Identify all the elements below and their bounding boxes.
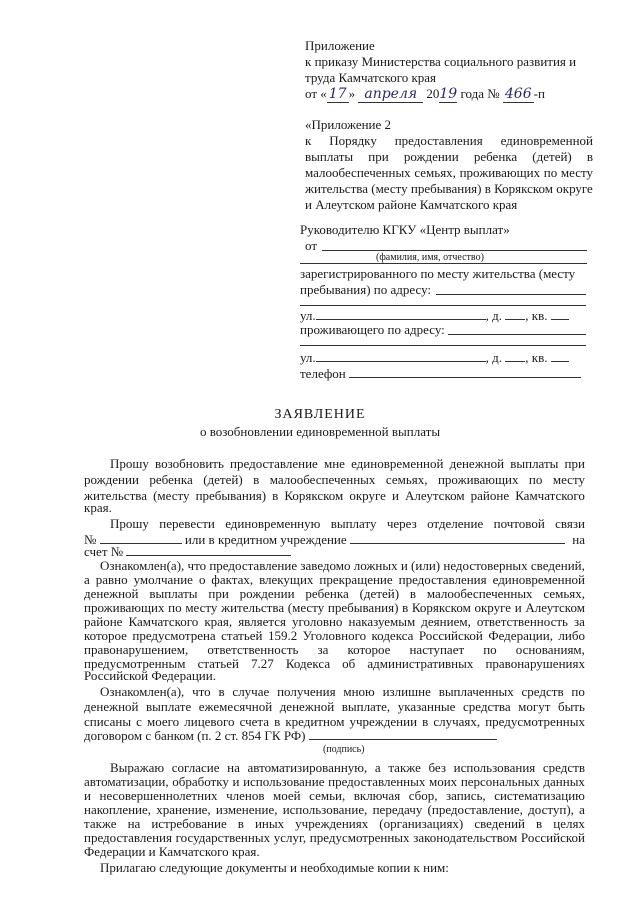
- word: Российской: [520, 830, 585, 845]
- word: выплаты: [305, 149, 354, 164]
- word: малообеспеченных: [269, 472, 376, 487]
- word: Ознакомлен(а),: [100, 684, 185, 699]
- fio-field-line-2: [300, 263, 587, 264]
- word: фактах,: [211, 572, 254, 587]
- order-number: 466: [504, 86, 532, 102]
- word: Камчатского: [515, 488, 585, 503]
- appendix2-line-5: и Алеутском районе Камчатского края: [305, 197, 518, 212]
- street-label: ул.: [300, 308, 316, 323]
- word: согласие: [171, 760, 220, 775]
- p5-line-3: [84, 788, 585, 803]
- p1-line-1: [110, 456, 585, 471]
- bank-label: или в кредитном учреждение: [184, 532, 347, 547]
- word: с: [136, 714, 142, 729]
- registered-line-1: зарегистрированного по месту жительства (месту: [300, 266, 576, 281]
- word: проживающих: [84, 600, 165, 615]
- word: жительства: [221, 600, 285, 615]
- house-field: [505, 350, 525, 362]
- word: Прошу: [110, 456, 149, 471]
- p4-line-2: [84, 699, 585, 714]
- house-label: , д.: [485, 350, 503, 365]
- word: предоставления: [84, 830, 172, 845]
- word: уголовно: [292, 614, 343, 629]
- word: законодательством: [413, 830, 518, 845]
- word: (предоставление,: [427, 802, 523, 817]
- word: включая: [353, 788, 401, 803]
- date-year-prefix: 20: [426, 86, 440, 101]
- word: также: [388, 760, 421, 775]
- street-row: [300, 308, 587, 323]
- date-after-year: года №: [460, 86, 500, 101]
- word: запись,: [446, 788, 486, 803]
- word: использование,: [282, 802, 368, 817]
- appendix2-line-1: [305, 133, 593, 148]
- word: выплату: [330, 516, 377, 531]
- word: 7.27: [251, 656, 274, 671]
- word: проживающих: [459, 165, 541, 180]
- word: моего: [147, 714, 180, 729]
- p3-line-7: [84, 642, 585, 657]
- word: а: [374, 760, 381, 775]
- word: единовременной: [500, 133, 593, 148]
- word: средства: [462, 699, 511, 714]
- word: за: [574, 614, 585, 629]
- word: хранение,: [156, 802, 211, 817]
- living-field-line-2: [300, 345, 586, 346]
- word: районе: [84, 614, 123, 629]
- word: членов: [226, 788, 265, 803]
- word: (месту: [287, 600, 325, 615]
- word: семьях,: [385, 472, 428, 487]
- word: на: [127, 816, 141, 831]
- bank-contract-text: договором с банком (п. 2 ст. 854 ГК РФ): [84, 728, 306, 743]
- word: Прошу: [110, 516, 149, 531]
- word: при: [368, 149, 389, 164]
- word: влекущих: [259, 572, 314, 587]
- word: ребенка: [149, 472, 193, 487]
- word: об: [342, 656, 356, 671]
- word: быть: [557, 699, 585, 714]
- word: является: [238, 614, 286, 629]
- word: денежной: [279, 699, 335, 714]
- word: получения: [277, 684, 336, 699]
- word: (организациях): [379, 816, 464, 831]
- word: кредитном: [285, 714, 345, 729]
- date-month: апреля: [358, 86, 423, 103]
- word: округе: [349, 488, 386, 503]
- fio-hint: (фамилия, имя, отчество): [376, 252, 484, 263]
- word: мною: [343, 684, 375, 699]
- order-suffix: -п: [533, 86, 545, 101]
- word: по: [543, 165, 558, 180]
- p3-line-4: [84, 600, 585, 615]
- signature-field: [309, 728, 497, 740]
- p3-line-1: Ознакомлен(а), что предоставление заведомо ложных и (или) недостоверных сведений,: [100, 558, 585, 573]
- word: истребование: [151, 816, 227, 831]
- word: Российской: [418, 628, 483, 643]
- word: жительства: [84, 488, 147, 503]
- p3-line-9: Российской Федерации.: [84, 668, 216, 683]
- address-field-line: [436, 294, 586, 295]
- word: ребенка: [305, 586, 349, 601]
- p4-line-3: [84, 714, 585, 729]
- number-label: №: [84, 532, 97, 547]
- word: наступает: [409, 642, 465, 657]
- word: и: [391, 488, 399, 503]
- word: иных: [254, 816, 285, 831]
- p3-line-3: [84, 586, 585, 601]
- word: указанные: [397, 699, 456, 714]
- word: случае: [232, 684, 270, 699]
- word: кодекса: [371, 628, 414, 643]
- word: Порядку: [329, 133, 377, 148]
- statement-title: ЗАЯВЛЕНИЕ: [274, 407, 366, 422]
- word: ответственность: [476, 614, 568, 629]
- word: единовременную: [225, 516, 321, 531]
- word: семьях,: [543, 586, 585, 601]
- p1-line-3: [84, 488, 585, 503]
- appendix2-line-2: [305, 149, 593, 164]
- appendix2-title: «Приложение 2: [305, 117, 392, 132]
- word: предусмотренных: [485, 714, 585, 729]
- word: случаях,: [433, 714, 481, 729]
- word: данных: [543, 774, 585, 789]
- statement-subtitle: о возобновлении единовременной выплаты: [199, 424, 441, 439]
- word: Алеутском: [405, 488, 465, 503]
- p2-line-1: [110, 516, 585, 531]
- bank-field: [350, 532, 565, 544]
- word: денежной: [84, 699, 139, 714]
- house-label: , д.: [485, 308, 503, 323]
- word: в: [218, 684, 225, 699]
- word: выплаты: [149, 586, 198, 601]
- word: персональных: [460, 774, 540, 789]
- p5-line-1: [110, 760, 585, 775]
- word: предоставление: [230, 456, 318, 471]
- word: могут: [518, 699, 551, 714]
- word: семьях,: [414, 165, 456, 180]
- word: в: [253, 472, 260, 487]
- word: предоставления: [394, 133, 483, 148]
- word: месту: [560, 165, 593, 180]
- word: ежемесячной: [198, 699, 273, 714]
- word: (детей): [532, 149, 572, 164]
- p5-line-4: [84, 802, 585, 817]
- word: предоставления: [398, 572, 487, 587]
- word: рождении: [403, 149, 459, 164]
- word: ребенка: [473, 149, 518, 164]
- addressee-to: Руководителю КГКУ «Центр выплат»: [300, 222, 510, 237]
- word: семьи,: [309, 788, 346, 803]
- word: пребывания): [195, 488, 267, 503]
- word: основаниям,: [515, 642, 585, 657]
- word: правонарушением,: [84, 642, 189, 657]
- word: в: [402, 600, 409, 615]
- word: Выражаю: [110, 760, 165, 775]
- word: денежной: [449, 456, 505, 471]
- word: а: [84, 572, 90, 587]
- word: месту: [185, 600, 218, 615]
- word: сбор,: [408, 788, 438, 803]
- p5-line-2: [84, 774, 585, 789]
- word: в: [237, 816, 244, 831]
- word: ответственность: [207, 642, 299, 657]
- word: систематизацию: [494, 788, 585, 803]
- phone-label: телефон: [300, 366, 346, 381]
- p4-line-1: [100, 684, 585, 699]
- word: в: [422, 714, 429, 729]
- word: при: [564, 456, 585, 471]
- word: Кодекса: [285, 656, 331, 671]
- account-field: [126, 544, 291, 556]
- word: целях: [553, 816, 585, 831]
- word: которое: [84, 628, 127, 643]
- word: в: [586, 149, 593, 164]
- word: учреждении: [349, 714, 418, 729]
- word: связи: [555, 516, 585, 531]
- word: государственных: [175, 830, 271, 845]
- flat-label: , кв.: [525, 350, 548, 365]
- word: возобновить: [155, 456, 224, 471]
- street-field: [316, 308, 486, 320]
- word: прекращение: [319, 572, 393, 587]
- house-field: [505, 308, 525, 320]
- word: (детей): [203, 472, 243, 487]
- word: 159.2: [267, 628, 298, 643]
- word: рождении: [239, 586, 295, 601]
- living-label: проживающего по адресу:: [300, 322, 445, 337]
- word: обработку: [172, 774, 229, 789]
- word: выплате: [146, 699, 192, 714]
- phone-row: [300, 366, 581, 381]
- phone-field: [349, 366, 581, 378]
- date-prefix: от «: [305, 86, 327, 101]
- word: выплаченных: [438, 684, 514, 699]
- appendix2-line-4: жительства (месту пребывания) в Корякском округе: [305, 181, 593, 196]
- address-field-line-2: [300, 305, 586, 306]
- p4-line-4: [84, 728, 497, 743]
- word: почтовой: [493, 516, 545, 531]
- word: списаны: [84, 714, 132, 729]
- word: по: [528, 472, 543, 487]
- word: равно: [95, 572, 128, 587]
- living-field-line: [448, 334, 586, 335]
- p2-line-3: [84, 544, 291, 559]
- word: районе: [470, 488, 510, 503]
- word: административных: [367, 656, 474, 671]
- word: пребывания): [327, 600, 399, 615]
- addressee-from: от: [305, 238, 318, 253]
- word: мне: [323, 456, 345, 471]
- word: Алеутском: [525, 600, 585, 615]
- word: моей: [272, 788, 301, 803]
- word: статьей: [197, 656, 239, 671]
- p3-line-5: [84, 614, 585, 629]
- word: по: [168, 600, 182, 615]
- word: в: [536, 816, 543, 831]
- word: правонарушениях: [485, 656, 585, 671]
- flat-field: [551, 308, 569, 320]
- word: либо: [558, 628, 585, 643]
- signature-hint: (подпись): [323, 744, 365, 755]
- appendix-label: Приложение: [305, 38, 375, 53]
- word: Камчатского: [128, 614, 199, 629]
- word: выплаты: [510, 456, 559, 471]
- word: проживающих: [437, 472, 519, 487]
- word: предусмотренных: [309, 830, 410, 845]
- date-mid: »: [348, 86, 356, 101]
- word: в: [409, 586, 417, 601]
- flat-label: , кв.: [525, 308, 548, 323]
- word: при: [208, 586, 229, 601]
- word: услуг,: [273, 830, 307, 845]
- word: доступ),: [528, 802, 574, 817]
- word: по: [483, 642, 497, 657]
- word: накопление,: [84, 802, 152, 817]
- account-label: счет №: [84, 544, 124, 559]
- word: использование: [243, 774, 325, 789]
- word: о: [198, 572, 206, 587]
- p3-line-6: [84, 628, 585, 643]
- order-date-line: [305, 86, 545, 102]
- p5-line-5: [84, 816, 585, 831]
- p3-line-2: [84, 572, 585, 587]
- word: средств: [542, 760, 585, 775]
- date-day: 17: [328, 86, 347, 102]
- word: выплате,: [341, 699, 391, 714]
- registered-line-2: пребывания) по адресу:: [300, 282, 432, 297]
- fio-field-line: [322, 250, 587, 251]
- word: рождении: [84, 472, 139, 487]
- word: в: [274, 714, 281, 729]
- word: передачу: [372, 802, 423, 817]
- street-label: ул.: [300, 350, 316, 365]
- word: единовременной: [351, 456, 444, 471]
- word: сведений: [474, 816, 525, 831]
- appendix2-line-3: [305, 165, 593, 180]
- street-field: [316, 350, 486, 362]
- word: и: [232, 774, 240, 789]
- word: Корякском: [411, 600, 471, 615]
- word: к: [305, 133, 312, 148]
- word: отделение: [427, 516, 484, 531]
- p5-line-6: [84, 830, 585, 845]
- p6-line-1: Прилагаю следующие документы и необходимые копии к ним:: [100, 860, 449, 875]
- word: учреждениях: [295, 816, 369, 831]
- word: изменение,: [215, 802, 278, 817]
- word: Корякском: [284, 488, 344, 503]
- word: предусмотренным: [84, 656, 186, 671]
- p1-line-4: края.: [84, 500, 112, 515]
- word: перевести: [159, 516, 215, 531]
- word: излишне: [382, 684, 431, 699]
- word: и: [84, 788, 91, 803]
- word: средств: [521, 684, 564, 699]
- word: на: [572, 532, 585, 547]
- word: Уголовного: [302, 628, 367, 643]
- word: денежной: [84, 586, 139, 601]
- word: счета: [239, 714, 270, 729]
- word: что: [192, 684, 211, 699]
- word: деянием,: [421, 614, 471, 629]
- word: края,: [204, 614, 233, 629]
- word: статьей: [221, 628, 263, 643]
- word: по: [571, 684, 585, 699]
- word: единовременной: [492, 572, 585, 587]
- word: в: [272, 488, 279, 503]
- order-line-2: труда Камчатского края: [305, 70, 437, 85]
- word: также: [84, 816, 117, 831]
- word: наказуемым: [348, 614, 416, 629]
- word: малообеспеченных: [426, 586, 533, 601]
- word: (месту: [153, 488, 190, 503]
- word: через: [386, 516, 417, 531]
- word: округе: [474, 600, 512, 615]
- word: малообеспеченных: [305, 165, 411, 180]
- word: на: [227, 760, 240, 775]
- word: месту: [552, 472, 585, 487]
- order-line-1: к приказу Министерства социального развития и: [305, 54, 577, 69]
- street-row-2: [300, 350, 587, 365]
- word: предоставленных: [328, 774, 426, 789]
- word: а: [579, 802, 585, 817]
- post-office-number-field: [100, 532, 182, 544]
- p5-line-7: Федерации и Камчатского края.: [84, 844, 260, 859]
- word: которое: [347, 642, 391, 657]
- word: несовершеннолетних: [99, 788, 218, 803]
- word: за: [317, 642, 329, 657]
- word: умолчание: [133, 572, 193, 587]
- word: автоматизации,: [84, 774, 169, 789]
- p1-line-2: [84, 472, 585, 487]
- word: (детей): [359, 586, 400, 601]
- word: Федерации,: [488, 628, 553, 643]
- date-year-suffix: 19: [439, 86, 458, 102]
- word: лицевого: [184, 714, 235, 729]
- word: моих: [429, 774, 458, 789]
- word: предусмотрена: [132, 628, 216, 643]
- word: автоматизированную,: [247, 760, 368, 775]
- word: использования: [453, 760, 536, 775]
- word: без: [428, 760, 446, 775]
- word: и: [514, 600, 522, 615]
- flat-field: [551, 350, 569, 362]
